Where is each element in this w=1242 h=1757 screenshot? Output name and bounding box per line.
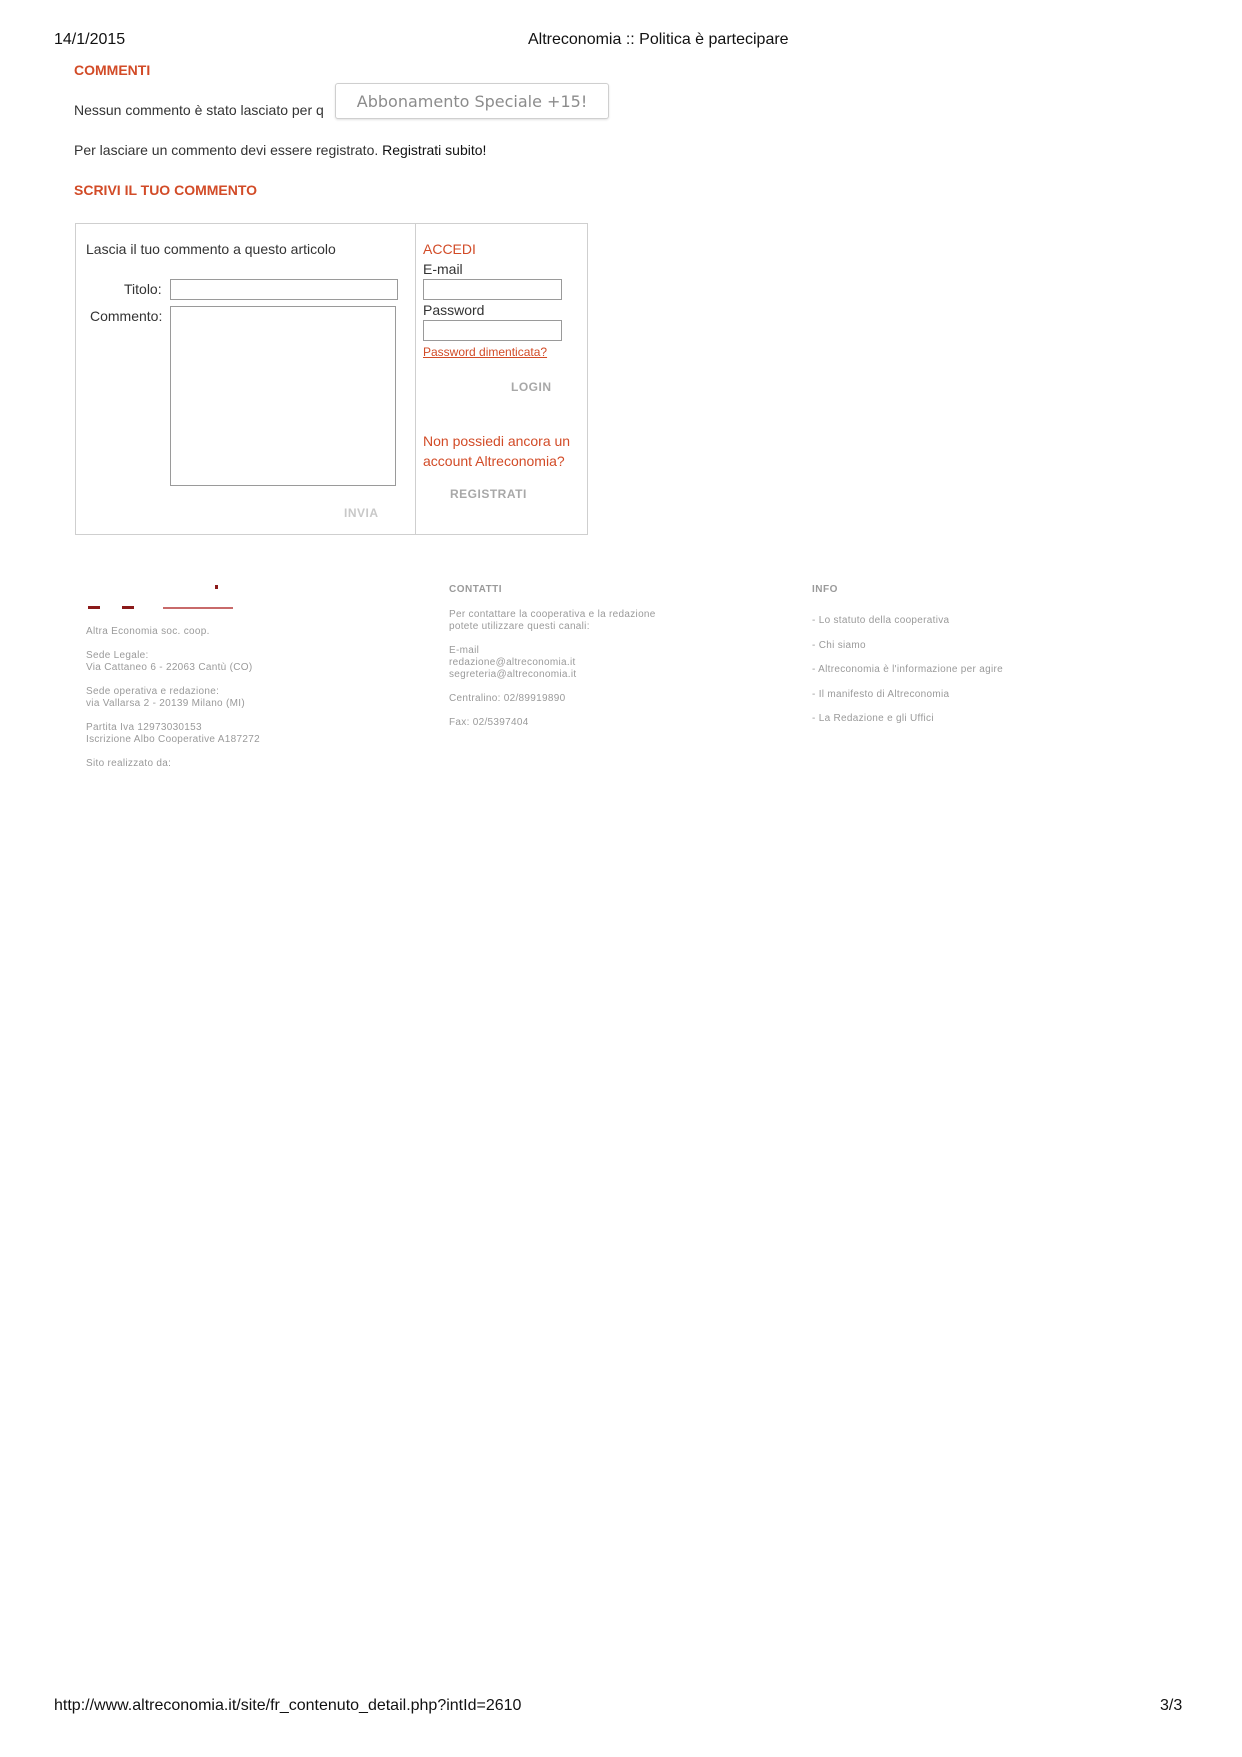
no-account-line2: account Altreconomia?	[423, 453, 565, 469]
print-title: Altreconomia :: Politica è partecipare	[528, 31, 789, 48]
info-link-statute[interactable]: - Lo statuto della cooperativa	[812, 615, 950, 626]
login-email-input[interactable]	[423, 279, 562, 300]
footer-company	[86, 626, 260, 770]
submit-comment-button[interactable]: INVIA	[344, 506, 379, 520]
title-label: Titolo:	[124, 281, 162, 297]
vat-number: Partita Iva 12973030153	[86, 722, 202, 733]
info-link-manifesto[interactable]: - Il manifesto di Altreconomia	[812, 688, 950, 700]
register-now-link[interactable]: Registrati subito!	[382, 142, 487, 158]
contacts-email-segreteria[interactable]: segreteria@altreconomia.it	[449, 669, 577, 680]
comments-heading: COMMENTI	[74, 62, 151, 78]
print-url: http://www.altreconomia.it/site/fr_contenuto_detail.php?intId=2610	[54, 1697, 522, 1714]
legal-label: Sede Legale:	[86, 650, 149, 661]
contacts-fax: Fax: 02/5397404	[449, 717, 529, 728]
password-label: Password	[423, 302, 485, 318]
email-label: E-mail	[423, 261, 463, 277]
form-divider	[415, 223, 416, 535]
subscription-popup[interactable]	[335, 83, 609, 119]
no-account-line1: Non possiedi ancora un	[423, 433, 571, 449]
made-by: Sito realizzato da:	[86, 758, 172, 769]
ops-address: via Vallarsa 2 - 20139 Milano (MI)	[86, 698, 245, 709]
register-prompt	[74, 142, 486, 158]
comment-form-intro: Lascia il tuo commento a questo articolo	[86, 241, 336, 257]
popup-label: Abbonamento Speciale +15!	[356, 92, 588, 111]
contacts-intro-line1: Per contattare la cooperativa e la redazione	[449, 609, 656, 620]
print-date: 14/1/2015	[54, 31, 126, 48]
altreconomia-logo[interactable]	[86, 583, 236, 611]
login-heading: ACCEDI	[423, 241, 476, 257]
comment-label: Commento:	[90, 308, 163, 324]
contacts-email-redazione[interactable]: redazione@altreconomia.it	[449, 657, 576, 668]
no-account-text	[423, 431, 570, 471]
forgot-password-link[interactable]: Password dimenticata?	[423, 345, 548, 359]
comment-textarea[interactable]	[170, 306, 396, 486]
info-link-mission[interactable]: - Altreconomia è l'informazione per agire	[812, 664, 1003, 675]
login-button[interactable]: LOGIN	[511, 380, 552, 394]
contacts-heading: CONTATTI	[449, 584, 503, 595]
company-name: Altra Economia soc. coop.	[86, 626, 210, 637]
contacts-email-label: E-mail	[449, 645, 480, 656]
write-comment-heading: SCRIVI IL TUO COMMENTO	[74, 182, 258, 198]
legal-address: Via Cattaneo 6 - 22063 Cantù (CO)	[86, 662, 253, 673]
register-button[interactable]: REGISTRATI	[450, 487, 527, 501]
info-link-staff[interactable]: - La Redazione e gli Uffici	[812, 713, 934, 724]
info-link-about[interactable]: - Chi siamo	[812, 639, 866, 651]
title-input[interactable]	[170, 279, 398, 300]
contacts-phone: Centralino: 02/89919890	[449, 693, 566, 704]
contacts-intro-line2: potete utilizzare questi canali:	[449, 621, 590, 632]
info-heading: INFO	[812, 584, 838, 595]
coop-registry: Iscrizione Albo Cooperative A187272	[86, 734, 260, 745]
footer-contacts	[449, 609, 656, 729]
login-password-input[interactable]	[423, 320, 562, 341]
footer-info-links	[812, 609, 1003, 732]
register-prompt-text: Per lasciare un commento devi essere registrato.	[74, 142, 379, 158]
ops-label: Sede operativa e redazione:	[86, 686, 220, 697]
no-comments-text: Nessun commento è stato lasciato per q	[74, 102, 324, 118]
print-page-number: 3/3	[1160, 1697, 1183, 1714]
